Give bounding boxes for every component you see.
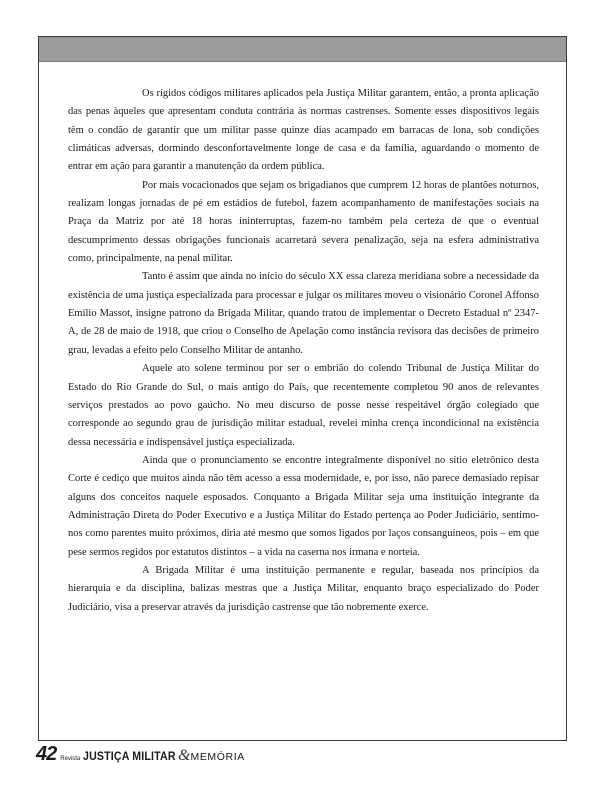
publication-ampersand: &: [178, 747, 191, 764]
paragraph: Tanto é assim que ainda no início do século XX essa clareza meridiana sobre a necessidade da existência de uma justiça especializada para processar e julgar os militares moveu o visionário Coronel Affonso Emílio Massot, insigne patrono da Brigada Militar, quando tratou de implementar o Decreto Estadual nº 2347-A, de 28 de maio de 1918, que criou o Conselho de Apelação como instância revisora das decisões de primeiro grau, levadas a efeito pelo Conselho Militar de antanho.: [68, 271, 539, 356]
header-bar: [39, 37, 566, 62]
paragraph: Aquele ato solene terminou por ser o embrião do colendo Tribunal de Justiça Militar do Estado do Rio Grande do Sul, o mais antigo do País, que recentemente completou 90 anos de relevantes serviços prestados ao povo gaúcho. No meu discurso de posse nesse respeitável órgão colegiado que corresponde ao segundo grau de jurisdição militar estadual, revelei minha crença incondicional na existência dessa necessária e indispensável justiça especializada.: [68, 363, 539, 448]
article-body: [68, 85, 539, 617]
page-number: 42: [36, 743, 57, 765]
footer-label: Revista: [60, 756, 81, 762]
paragraph: Ainda que o pronunciamento se encontre integralmente disponível no sítio eletrônico desta Corte é cediço que muitos ainda não têm acesso a essa modernidade, e, por isso, não parece demasiado repisar alguns dos conceitos naquele esposados. Conquanto a Brigada Militar seja uma instituição integrante da Administração Direta do Poder Executivo e a Justiça Militar do Estado pertença ao Poder Judiciário, sentimo-nos como parentes muito próximos, diria até mesmo que somos ligados por laços consanguíneos, pois – em que pese sermos regidos por estatutos distintos – a vida na caserna nos irmana e norteia.: [68, 454, 539, 558]
page-footer: [36, 742, 245, 764]
publication-title: JUSTIÇA MILITAR: [83, 751, 176, 763]
paragraph: Os rígidos códigos militares aplicados pela Justiça Militar garantem, então, a pronta aplicação das penas àqueles que apresentam conduta contrária às normas castrenses. Somente esses dispositivos legais têm o condão de garantir que um militar passe quinze dias acampado em barracas de lona, sob condições climáticas adversas, dormindo desconfortavelmente longe de casa e da família, aguardando o momento de entrar em ação para garantir a manutenção da ordem pública.: [68, 88, 539, 173]
paragraph: A Brigada Militar é uma instituição permanente e regular, baseada nos princípios da hierarquia e da disciplina, balizas mestras que a Justiça Militar, enquanto braço especializado do Poder Judiciário, visa a preservar através da jurisdição castrense que tão nobremente exerce.: [68, 564, 539, 613]
publication-subtitle: MEMÓRIA: [190, 751, 245, 763]
page-frame: [38, 36, 567, 741]
paragraph: Por mais vocacionados que sejam os brigadianos que cumprem 12 horas de plantões noturnos, realizam longas jornadas de pé em estádios de futebol, fazem acompanhamento de manifestações sociais na Praça da Matriz por até 18 horas ininterruptas, fazem-no também pela certeza de que o eventual descumprimento dessas obrigações funcionais acarretará severa penalização, seja na esfera administrativa como, principalmente, na penal militar.: [68, 179, 539, 265]
